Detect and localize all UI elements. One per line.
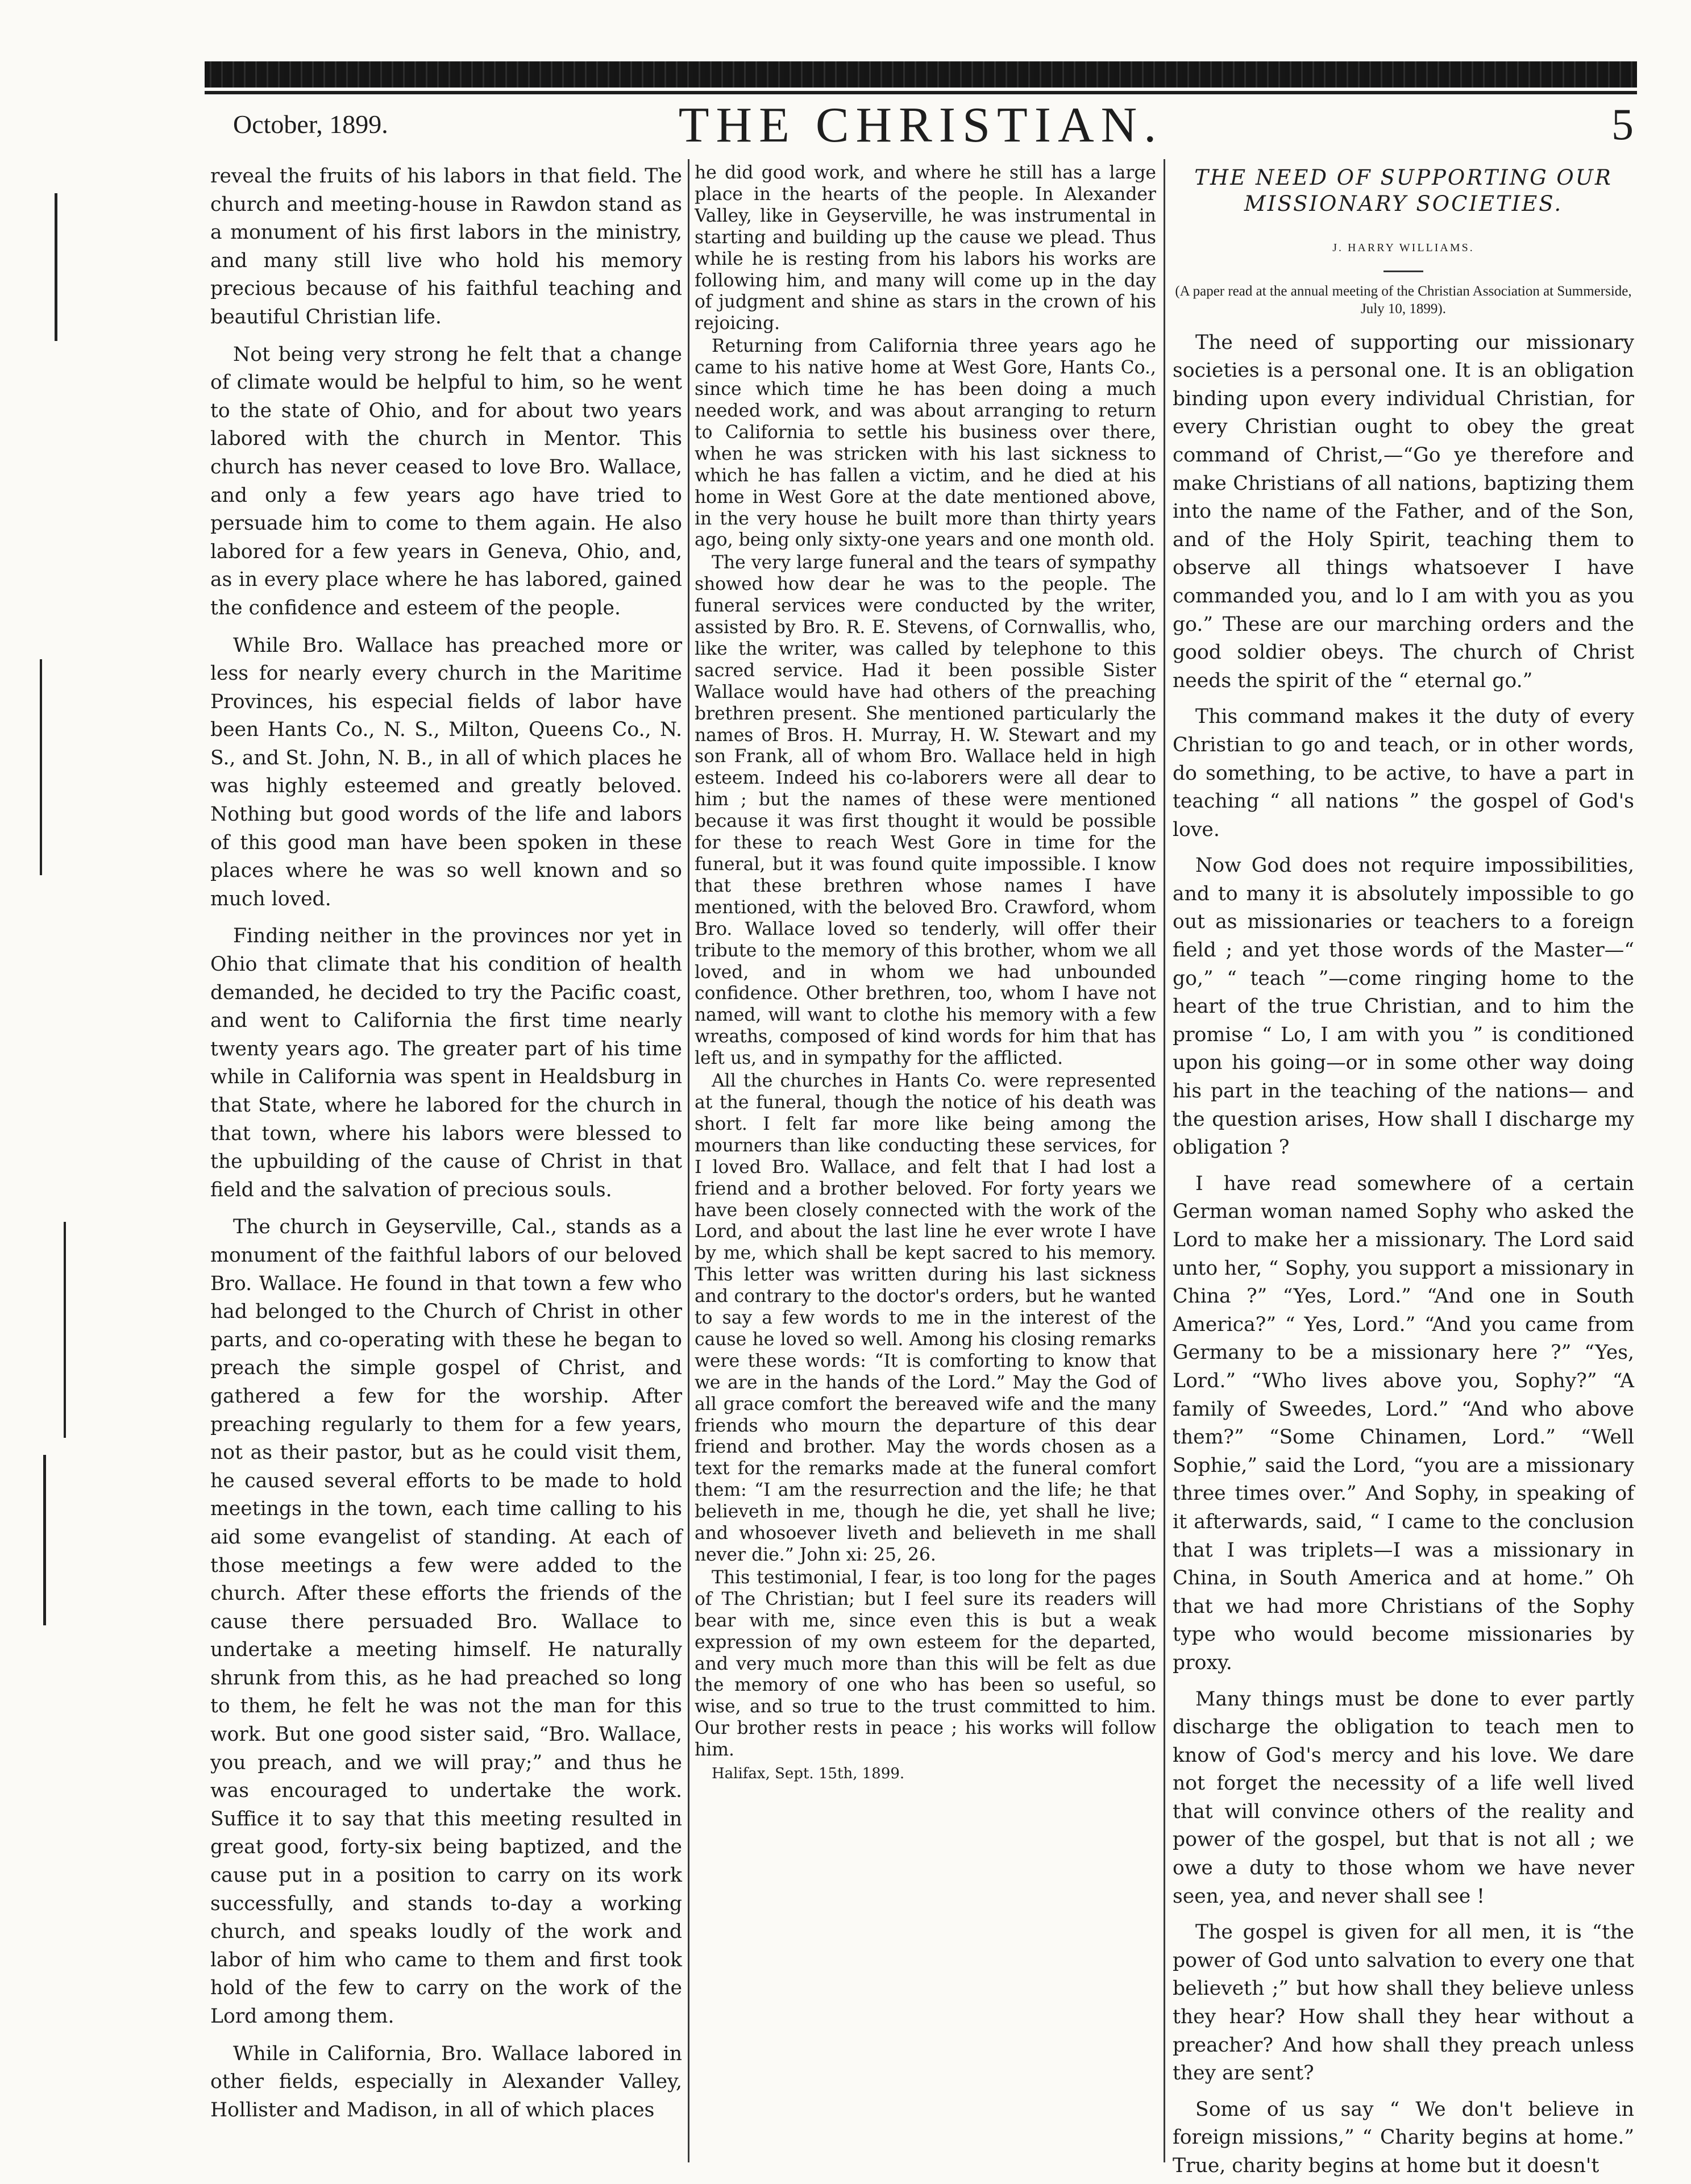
article-author: J. HARRY WILLIAMS.	[1332, 242, 1474, 254]
column-1	[210, 163, 682, 2163]
paragraph: The very large funeral and the tears of sympathy showed how dear he was to the people. The funeral services were conducted by the writer, assisted by Bro. R. E. Stevens, of Cornwallis, who, like the writer, was called by telephone to this sacred service. Had it been possible Sister Wallace would have had others of the preaching brethren present. She mentioned particularly the names of Bros. H. Murray, H. W. Stewart and my son Frank, all of whom Bro. Wallace held in high esteem. Indeed his co-laborers were all dear to him ; but the names of these were mentioned because it was first thought it would be possible for these to reach West Gore in time for the funeral, but it was found quite impossible. I know that these brethren whose names I have mentioned, with the beloved Bro. Crawford, whom Bro. Wallace loved so tenderly, will offer their tribute to the memory of this brother, whom we all loved, and in whom we had unbounded confidence. Other brethren, too, whom I have not named, will want to clothe his memory with a few wreaths, composed of kind words for him that has left us, and in sympathy for the afflicted.	[695, 552, 1156, 1069]
issue-date: October, 1899.	[233, 110, 388, 139]
article-note: (A paper read at the annual meeting of the Christian Association at Summerside, July 10, 1899).	[1175, 283, 1632, 317]
binding-mark	[40, 659, 42, 875]
column-divider	[688, 159, 689, 2162]
paragraph: Not being very strong he felt that a change of climate would be helpful to him, so he went to the state of Ohio, and for about two years labored with the church in Mentor. This church has never ceased to love Bro. Wallace, and only a few years ago have tried to persuade him to come to them again. He also labored for a few years in Geneva, Ohio, and, as in every place where he has labored, gained the confidence and esteem of the people.	[210, 343, 682, 619]
binding-mark	[43, 1455, 46, 1625]
paragraph: Now God does not require impossibilities, and to many it is absolutely impossible to go out as missionaries or teachers to a foreign field ; and yet those words of the Master—“ go,” “ teach ”—come ringing home to the heart of the true Christian, and to him the promise “ Lo, I am with you ” is conditioned upon his going—or in some other way doing his part in the teaching of the nations— and the question arises, How shall I discharge my obligation ?	[1173, 854, 1634, 1159]
paragraph: While Bro. Wallace has preached more or less for nearly every church in the Maritime Provinces, his especial fields of labor have been Hants Co., N. S., Milton, Queens Co., N. S., and St. John, N. B., in all of which places he was highly esteemed and greatly beloved. Nothing but good words of the life and labors of this good man have been spoken in these places where he was so well known and so much loved.	[210, 634, 682, 910]
paragraph: The need of supporting our missionary societies is a personal one. It is an obligation binding upon every individual Christian, for every Christian ought to obey the great command of Christ,—“Go ye therefore and make Christians of all nations, baptizing them into the name of the Father, and of the Son, and of the Holy Spirit, teaching them to observe all things whatsoever I have commanded you, and lo I am with you as you go.” These are our marching orders and the good soldier obeys. The church of Christ needs the spirit of the “ eternal go.”	[1173, 331, 1634, 692]
paragraph: While in California, Bro. Wallace labored in other fields, especially in Alexander Valley, Hollister and Madison, in all of which places	[210, 2042, 682, 2121]
paragraph: Returning from California three years ago he came to his native home at West Gore, Hants Co., since which time he has been doing a much needed work, and was about arranging to return to California to settle his business over there, when he was stricken with his last sickness to which he has fallen a victim, and he died at his home in West Gore at the date mentioned above, in the very house he built more than thirty years ago, being only sixty-one years and one month old.	[695, 336, 1156, 551]
binding-mark	[64, 1222, 66, 1438]
paragraph: reveal the fruits of his labors in that field. The church and meeting-house in Rawdon stand as a monument of his first labors in the ministry, and many still live who hold his memory precious because of his faithful teaching and beautiful Christian life.	[210, 165, 682, 328]
paragraph: Some of us say “ We don't believe in foreign missions,” “ Charity begins at home.” True, charity begins at home but it doesn't	[1173, 2098, 1634, 2177]
masthead	[205, 98, 1637, 155]
article-title: THE NEED OF SUPPORTING OUR MISSIONARY SOCIETIES.	[1194, 165, 1613, 216]
column-2	[695, 163, 1156, 2163]
column-divider	[1164, 159, 1165, 2162]
paragraph: Finding neither in the provinces nor yet in Ohio that climate that his condition of health demanded, he decided to try the Pacific coast, and went to California the first time nearly twenty years ago. The greater part of his time while in California was spent in Healdsburg in that State, where he labored for the church in that town, where his labors were blessed to the upbuilding of the cause of Christ in that field and the salvation of precious souls.	[210, 925, 682, 1201]
paragraph: This testimonial, I fear, is too long for the pages of The Christian; but I feel sure its readers will bear with me, since even this is but a weak expression of my own esteem for the departed, and very much more than this will be felt as due the memory of one who has been so useful, so wise, and so true to the trust committed to him. Our brother rests in peace ; his works will follow him.	[695, 1567, 1156, 1761]
paragraph: All the churches in Hants Co. were represented at the funeral, though the notice of his death was short. I felt far more like being among the mourners than like conducting these services, for I loved Bro. Wallace, and felt that I had lost a friend and a brother beloved. For forty years we have been closely connected with the work of the Lord, and about the last line he ever wrote I have by me, which shall be kept sacred to his memory. This letter was written during his last sickness and contrary to the doctor's orders, but he wanted to say a few words to me in the interest of the cause he loved so well. Among his closing remarks were these words: “It is comforting to know that we are in the hands of the Lord.” May the God of all grace comfort the bereaved wife and the many friends who mourn the departure of this dear friend and brother. May the words chosen as a text for the remarks made at the funeral comfort them: “I am the resurrection and the life; he that believeth in me, though he die, yet shall he live; and whosoever liveth and believeth in me shall never die.” John xi: 25, 26.	[695, 1071, 1156, 1565]
paragraph: The church in Geyserville, Cal., stands as a monument of the faithful labors of our beloved Bro. Wallace. He found in that town a few who had belonged to the Church of Christ in other parts, and co-operating with these he began to preach the simple gospel of Christ, and gathered a few for the worship. After preaching regularly to them for a few years, not as their pastor, but as he could visit them, he caused several efforts to be made to hold meetings in the town, each time calling to his aid some evangelist of standing. At each of those meetings a few were added to the church. After these efforts the friends of the cause there persuaded Bro. Wallace to undertake a meeting himself. He naturally shrunk from this, as he had preached so long to them, he felt he was not the man for this work. But one good sister said, “Bro. Wallace, you preach, and we will pray;” and thus he was encouraged to undertake the work. Suffice it to say that this meeting resulted in great good, forty-six being baptized, and the cause put in a position to carry on its work successfully, and stands to-day a working church, and speaks loudly of the work and labor of him who came to them and first took hold of the few to carry on the work of the Lord among them.	[210, 1216, 682, 2028]
paragraph: This command makes it the duty of every Christian to go and teach, or in other words, do something, to be active, to have a part in teaching “ all nations ” the gospel of God's love.	[1173, 705, 1634, 841]
newspaper-title: THE CHRISTIAN.	[678, 98, 1164, 153]
binding-mark	[55, 193, 57, 341]
paragraph: I have read somewhere of a certain German woman named Sophy who asked the Lord to make her a missionary. The Lord said unto her, “ Sophy, you support a missionary in China ?” “Yes, Lord.” “And one in South America?” “ Yes, Lord.” “And you came from Germany to be a missionary here ?” “Yes, Lord.” “Who lives above you, Sophy?” “A family of Sweedes, Lord.” “And who above them?” “Some Chinamen, Lord.” “Well Sophie,” said the Lord, “you are a missionary three times over.” And Sophy, in speaking of it afterwards, said, “ I came to the conclusion that I was triplets—I was a missionary in China, in South America and at home.” Oh that we had more Christians of the Sophy type who would become missionaries by proxy.	[1173, 1172, 1634, 1674]
paragraph: Many things must be done to ever partly discharge the obligation to teach men to know of God's mercy and his love. We dare not forget the necessity of a life well lived that will convince others of the reality and power of the gospel, but that is not all ; we owe a duty to those whom we have never seen, yea, and never shall see !	[1173, 1687, 1634, 1908]
masthead-bottom-rule	[205, 91, 1637, 94]
page-number: 5	[1611, 99, 1634, 149]
author-separator	[1383, 271, 1423, 272]
paragraph: he did good work, and where he still has a large place in the hearts of the people. In Alexander Valley, like in Geyserville, he was instrumental in starting and building up the cause we plead. Thus while he is resting from his labors his works are following him, and many will come up in the day of judgment and shine as stars in the crown of his rejoicing.	[695, 163, 1156, 334]
dateline: Halifax, Sept. 15th, 1899.	[712, 1765, 905, 1783]
paragraph: The gospel is given for all men, it is “the power of God unto salvation to every one that believeth ;” but how shall they believe unless they hear? How shall they hear without a preacher? And how shall they preach unless they are sent?	[1173, 1921, 1634, 2085]
masthead-top-rule	[205, 61, 1637, 88]
column-3	[1173, 163, 1634, 2177]
